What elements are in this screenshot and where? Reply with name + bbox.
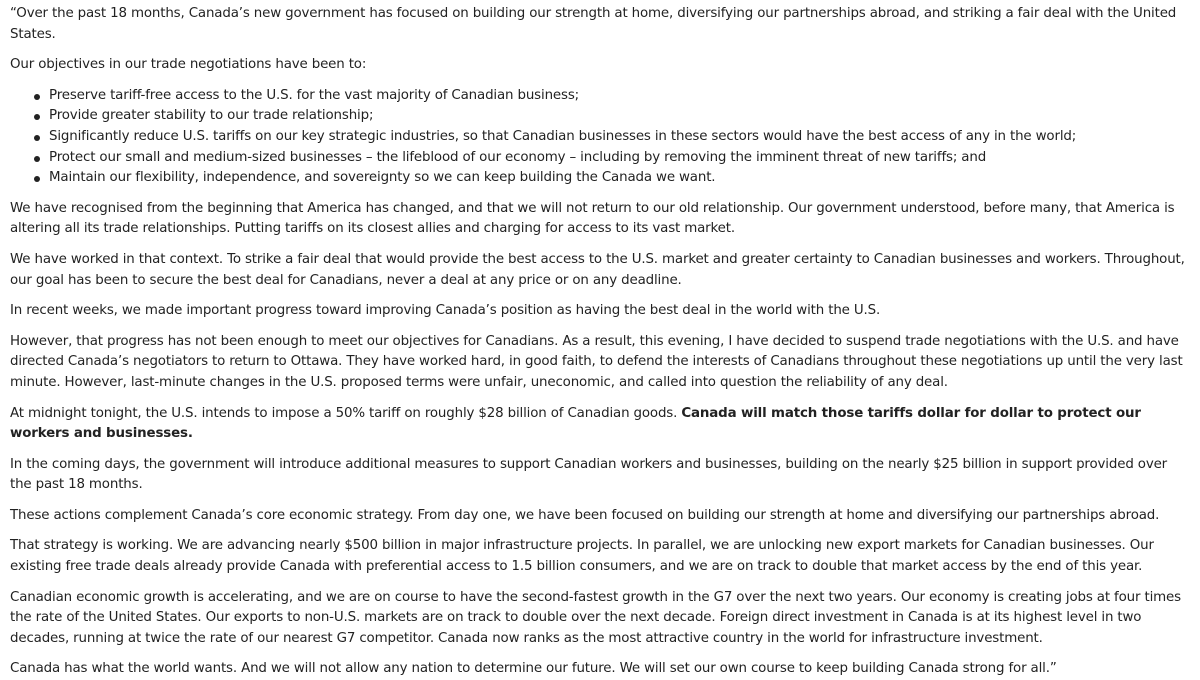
list-item: Significantly reduce U.S. tariffs on our key strategic industries, so that Canadian businesses in these sectors would have the best access of any in the world; (49, 127, 1188, 148)
paragraph-intro: “Over the past 18 months, Canada’s new government has focused on building our strength at home, diversifying our partnerships abroad, and striking a fair deal with the United States. (10, 6, 1177, 42)
tariff-match-bold: Canada will match those tariffs dollar for dollar to protect our workers and businesses. (10, 405, 1141, 442)
paragraph-tariff-response (10, 404, 1188, 445)
list-item: Provide greater stability to our trade relationship; (49, 106, 1188, 127)
paragraph-america-changed: We have recognised from the beginning that America has changed, and that we will not return to our old relationship. Our government understood, before many, that America is altering all its trade relationships. Putting tariffs on its closest allies and charging for access to its vast market. (10, 200, 1175, 237)
paragraph-progress: In recent weeks, we made important progress toward improving Canada’s position as having the best deal in the world with the U.S. (10, 303, 881, 319)
paragraph-core-strategy: These actions complement Canada’s core economic strategy. From day one, we have been focused on building our strength at home and diversifying our partnerships abroad. (10, 507, 1160, 523)
paragraph-objectives-lead: Our objectives in our trade negotiations have been to: (10, 57, 367, 73)
paragraph-context: We have worked in that context. To strike a fair deal that would provide the best access to the U.S. market and greater certainty to Canadian businesses and workers. Throughout, our goal has been to secure the best deal for Canadians, never a deal at any price or on any deadline. (10, 251, 1185, 288)
objectives-list (10, 86, 1188, 189)
paragraph-suspend-negotiations: However, that progress has not been enough to meet our objectives for Canadians. As a result, this evening, I have decided to suspend trade negotiations with the U.S. and have directed Canada’s negotiators to return to Ottawa. They have worked hard, in good faith, to defend the interests of Canadians throughout these negotiations up until the very last minute. However, last-minute changes in the U.S. proposed terms were unfair, uneconomic, and called into question the reliability of any deal. (10, 333, 1183, 390)
paragraph-economic-growth: Canadian economic growth is accelerating, and we are on course to have the second-fastest growth in the G7 over the next two years. Our economy is creating jobs at four times the rate of the United States. Our exports to non-U.S. markets are on track to double over the next decade. Foreign direct investment in Canada is at its highest level in two decades, running at twice the rate of our nearest G7 competitor. Canada now ranks as the most attractive country in the world for infrastructure investment. (10, 589, 1181, 646)
paragraph-closing: Canada has what the world wants. And we will not allow any nation to determine our future. We will set our own course to keep building Canada strong for all.” (10, 661, 1057, 677)
list-item: Protect our small and medium-sized businesses – the lifeblood of our economy – including by removing the imminent threat of new tariffs; and (49, 148, 1188, 169)
statement-body (10, 4, 1188, 680)
paragraph-support-measures: In the coming days, the government will introduce additional measures to support Canadian workers and businesses, building on the nearly $25 billion in support provided over the past 18 months. (10, 456, 1168, 493)
paragraph-strategy-working: That strategy is working. We are advancing nearly $500 billion in major infrastructure projects. In parallel, we are unlocking new export markets for Canadian businesses. Our existing free trade deals already provide Canada with preferential access to 1.5 billion consumers, and we are on track to double that market access by the end of this year. (10, 538, 1154, 575)
list-item: Preserve tariff-free access to the U.S. for the vast majority of Canadian business; (49, 86, 1188, 107)
tariff-text: At midnight tonight, the U.S. intends to impose a 50% tariff on roughly $28 billion of Canadian goods. (10, 405, 682, 421)
list-item: Maintain our flexibility, independence, and sovereignty so we can keep building the Canada we want. (49, 168, 1188, 189)
